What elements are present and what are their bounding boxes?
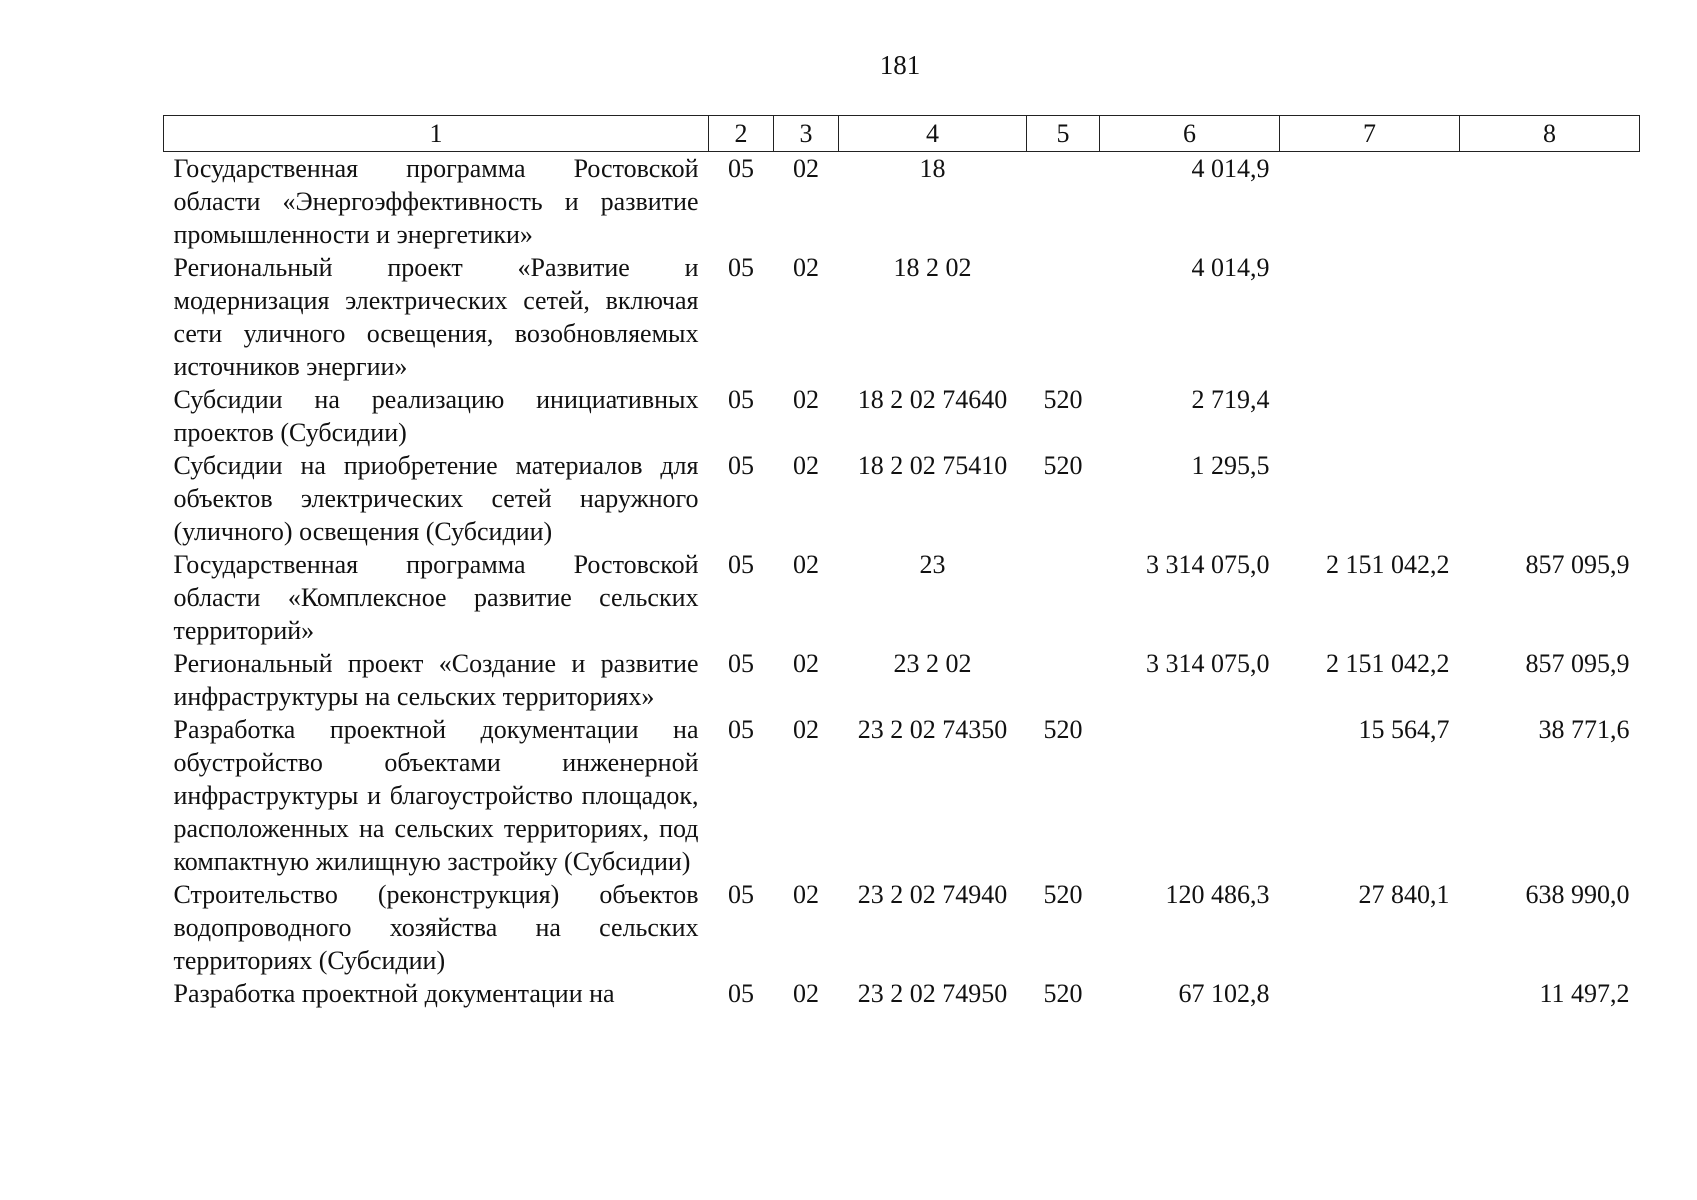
row-name: Региональный проект «Создание и развитие инфраструктуры на сельских территориях» bbox=[173, 649, 699, 711]
row-amount-col6: 3 314 075,0 bbox=[1146, 550, 1270, 579]
table-row bbox=[164, 713, 1640, 878]
row-section: 05 bbox=[728, 451, 754, 480]
row-name: Региональный проект «Развитие и модернизация электрических сетей, включая сети уличного освещения, возобновляемых источников энергии» bbox=[173, 253, 699, 381]
table-row bbox=[164, 647, 1640, 713]
row-amount-col6: 4 014,9 bbox=[1191, 154, 1270, 183]
budget-table bbox=[163, 115, 1640, 1010]
row-amount-col8: 857 095,9 bbox=[1525, 550, 1630, 579]
row-amount-col6: 3 314 075,0 bbox=[1146, 649, 1270, 678]
row-section: 05 bbox=[728, 715, 754, 744]
row-expense-type: 520 bbox=[1043, 385, 1083, 414]
column-header: 4 bbox=[839, 116, 1027, 152]
row-amount-col7 bbox=[1280, 383, 1460, 449]
row-amount-col6: 120 486,3 bbox=[1165, 880, 1270, 909]
row-subsection: 02 bbox=[793, 253, 819, 282]
row-target-code: 18 2 02 bbox=[893, 253, 972, 282]
row-target-code: 18 bbox=[919, 154, 946, 183]
column-header: 6 bbox=[1100, 116, 1280, 152]
row-target-code: 18 2 02 75410 bbox=[857, 451, 1008, 480]
row-amount-col7 bbox=[1280, 449, 1460, 548]
row-expense-type bbox=[1027, 647, 1100, 713]
row-target-code: 23 2 02 bbox=[893, 649, 972, 678]
row-expense-type: 520 bbox=[1043, 451, 1083, 480]
row-target-code: 23 bbox=[919, 550, 946, 579]
row-amount-col8 bbox=[1460, 383, 1640, 449]
row-expense-type: 520 bbox=[1043, 715, 1083, 744]
table-header-row bbox=[164, 116, 1640, 152]
row-amount-col8: 38 771,6 bbox=[1538, 715, 1630, 744]
row-name: Разработка проектной документации на bbox=[173, 979, 615, 1008]
row-subsection: 02 bbox=[793, 979, 819, 1008]
row-subsection: 02 bbox=[793, 880, 819, 909]
row-section: 05 bbox=[728, 880, 754, 909]
row-amount-col8 bbox=[1460, 152, 1640, 252]
column-header: 2 bbox=[709, 116, 774, 152]
row-amount-col6: 1 295,5 bbox=[1191, 451, 1270, 480]
table-row bbox=[164, 383, 1640, 449]
column-header: 1 bbox=[164, 116, 709, 152]
row-amount-col7: 2 151 042,2 bbox=[1326, 550, 1450, 579]
row-name: Субсидии на реализацию инициативных проектов (Субсидии) bbox=[173, 385, 699, 447]
row-subsection: 02 bbox=[793, 715, 819, 744]
row-subsection: 02 bbox=[793, 550, 819, 579]
row-section: 05 bbox=[728, 550, 754, 579]
row-amount-col7: 15 564,7 bbox=[1358, 715, 1450, 744]
table-row bbox=[164, 152, 1640, 252]
column-header: 5 bbox=[1027, 116, 1100, 152]
table-row bbox=[164, 449, 1640, 548]
row-name: Субсидии на приобретение материалов для объектов электрических сетей наружного (уличного) освещения (Субсидии) bbox=[173, 451, 699, 546]
column-header: 8 bbox=[1460, 116, 1640, 152]
row-amount-col8 bbox=[1460, 449, 1640, 548]
row-amount-col8 bbox=[1460, 251, 1640, 383]
row-amount-col7: 27 840,1 bbox=[1358, 880, 1450, 909]
column-header: 3 bbox=[774, 116, 839, 152]
row-amount-col7 bbox=[1280, 977, 1460, 1010]
row-amount-col8: 11 497,2 bbox=[1539, 979, 1630, 1008]
row-amount-col7: 2 151 042,2 bbox=[1326, 649, 1450, 678]
row-section: 05 bbox=[728, 385, 754, 414]
row-amount-col8: 857 095,9 bbox=[1525, 649, 1630, 678]
table-row bbox=[164, 251, 1640, 383]
row-section: 05 bbox=[728, 649, 754, 678]
column-header: 7 bbox=[1280, 116, 1460, 152]
row-subsection: 02 bbox=[793, 649, 819, 678]
row-amount-col8: 638 990,0 bbox=[1525, 880, 1630, 909]
row-amount-col7 bbox=[1280, 251, 1460, 383]
row-section: 05 bbox=[728, 979, 754, 1008]
row-expense-type: 520 bbox=[1043, 979, 1083, 1008]
row-expense-type bbox=[1027, 251, 1100, 383]
row-subsection: 02 bbox=[793, 451, 819, 480]
row-expense-type bbox=[1027, 152, 1100, 252]
row-target-code: 23 2 02 74950 bbox=[857, 979, 1008, 1008]
row-name: Государственная программа Ростовской области «Комплексное развитие сельских территорий» bbox=[173, 550, 699, 645]
row-name: Разработка проектной документации на обустройство объектами инженерной инфраструктуры и благоустройство площадок, расположенных на сельских территориях, под компактную жилищную застройку (Субсидии) bbox=[173, 715, 699, 876]
row-expense-type: 520 bbox=[1043, 880, 1083, 909]
row-amount-col6 bbox=[1100, 713, 1280, 878]
row-name: Государственная программа Ростовской области «Энергоэффективность и развитие промышленности и энергетики» bbox=[173, 154, 699, 249]
row-target-code: 18 2 02 74640 bbox=[857, 385, 1008, 414]
row-subsection: 02 bbox=[793, 154, 819, 183]
row-amount-col7 bbox=[1280, 152, 1460, 252]
page-number: 181 bbox=[879, 50, 921, 80]
row-section: 05 bbox=[728, 154, 754, 183]
table-row bbox=[164, 548, 1640, 647]
row-subsection: 02 bbox=[793, 385, 819, 414]
row-amount-col6: 4 014,9 bbox=[1191, 253, 1270, 282]
row-amount-col6: 67 102,8 bbox=[1178, 979, 1270, 1008]
table-row bbox=[164, 977, 1640, 1010]
row-target-code: 23 2 02 74940 bbox=[857, 880, 1008, 909]
row-target-code: 23 2 02 74350 bbox=[857, 715, 1008, 744]
table-row bbox=[164, 878, 1640, 977]
row-expense-type bbox=[1027, 548, 1100, 647]
row-amount-col6: 2 719,4 bbox=[1191, 385, 1270, 414]
row-name: Строительство (реконструкция) объектов водопроводного хозяйства на сельских территориях (Субсидии) bbox=[173, 880, 699, 975]
row-section: 05 bbox=[728, 253, 754, 282]
